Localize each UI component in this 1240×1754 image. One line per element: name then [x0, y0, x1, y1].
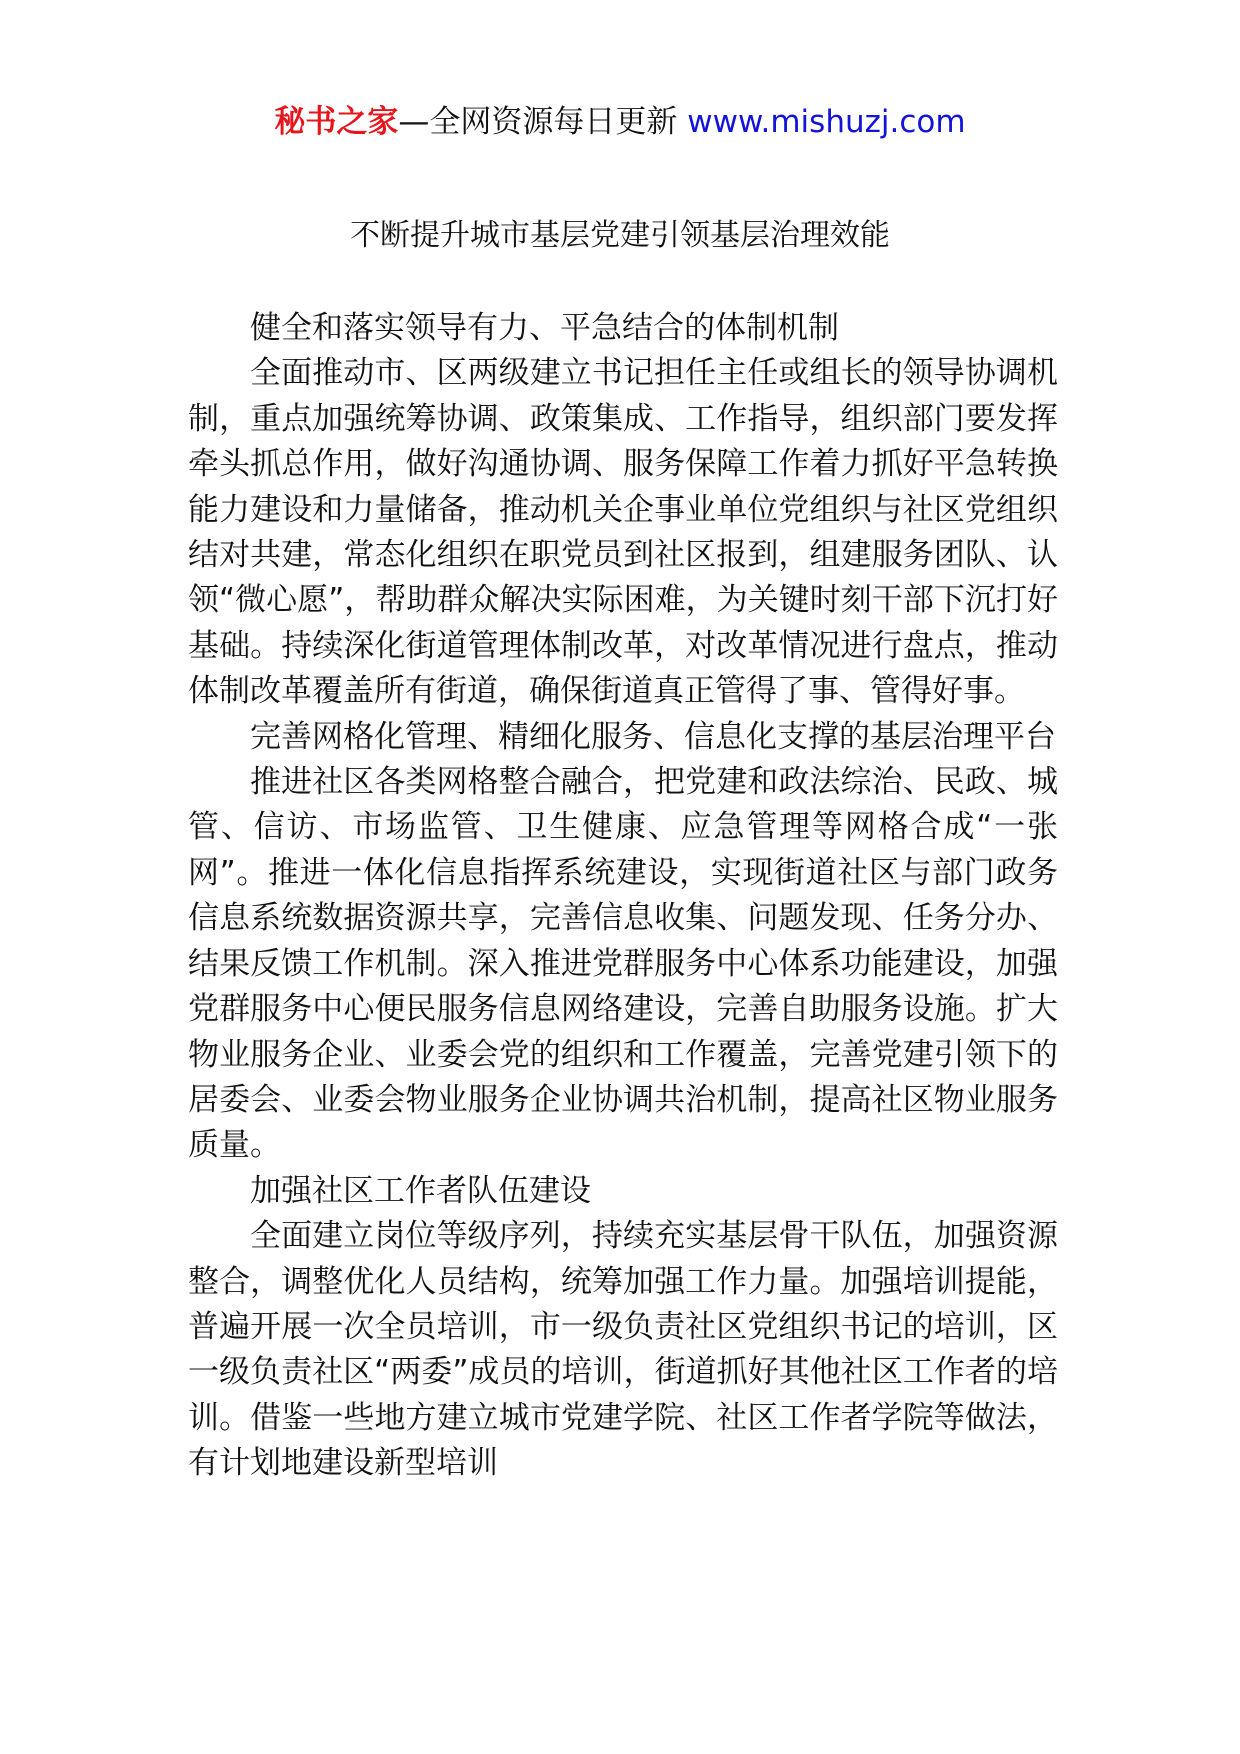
- site-url-link[interactable]: www.mishuzj.com: [687, 104, 966, 140]
- paragraph-1: 全面推动市、区两级建立书记担任主任或组长的领导协调机制，重点加强统筹协调、政策集成、工作指导，组织部门要发挥牵头抓总作用，做好沟通协调、服务保障工作着力抓好平急转换能力建设和力量储备，推动机关企事业单位党组织与社区党组织结对共建，常态化组织在职党员到社区报到，组建服务团队、认领“微心愿”，帮助群众解决实际困难，为关键时刻干部下沉打好基础。持续深化街道管理体制改革，对改革情况进行盘点，推动体制改革覆盖所有街道，确保街道真正管得了事、管得好事。: [188, 355, 1058, 710]
- section-heading-1: 健全和落实领导有力、平急结合的体制机制: [250, 310, 839, 346]
- document-title: 不断提升城市基层党建引领基层治理效能: [350, 218, 890, 253]
- paragraph-3: 全面建立岗位等级序列，持续充实基层骨干队伍，加强资源整合，调整优化人员结构，统筹加强工作力量。加强培训提能，普遍开展一次全员培训，市一级负责社区党组织书记的培训，区一级负责社区“两委”成员的培训，街道抓好其他社区工作者的培训。借鉴一些地方建立城市党建学院、社区工作者学院等做法，有计划地建设新型培训: [188, 1218, 1058, 1482]
- section-heading-2: 完善网格化管理、精细化服务、信息化支撑的基层治理平台: [250, 718, 1056, 755]
- brand-name: 秘书之家: [274, 104, 399, 140]
- section-heading-3: 加强社区工作者队伍建设: [250, 1172, 591, 1209]
- document-body: [188, 306, 1058, 1487]
- header-tagline: —全网资源每日更新: [398, 104, 678, 140]
- site-header: [0, 100, 1240, 144]
- paragraph-2: 推进社区各类网格整合融合，把党建和政法综治、民政、城管、信访、市场监管、卫生健康、应急管理等网格合成“一张网”。推进一体化信息指挥系统建设，实现街道社区与部门政务信息系统数据资源共享，完善信息收集、问题发现、任务分办、结果反馈工作机制。深入推进党群服务中心体系功能建设，加强党群服务中心便民服务信息网络建设，完善自助服务设施。扩大物业服务企业、业委会党的组织和工作覆盖，完善党建引领下的居委会、业委会物业服务企业协调共治机制，提高社区物业服务质量。: [188, 764, 1058, 1164]
